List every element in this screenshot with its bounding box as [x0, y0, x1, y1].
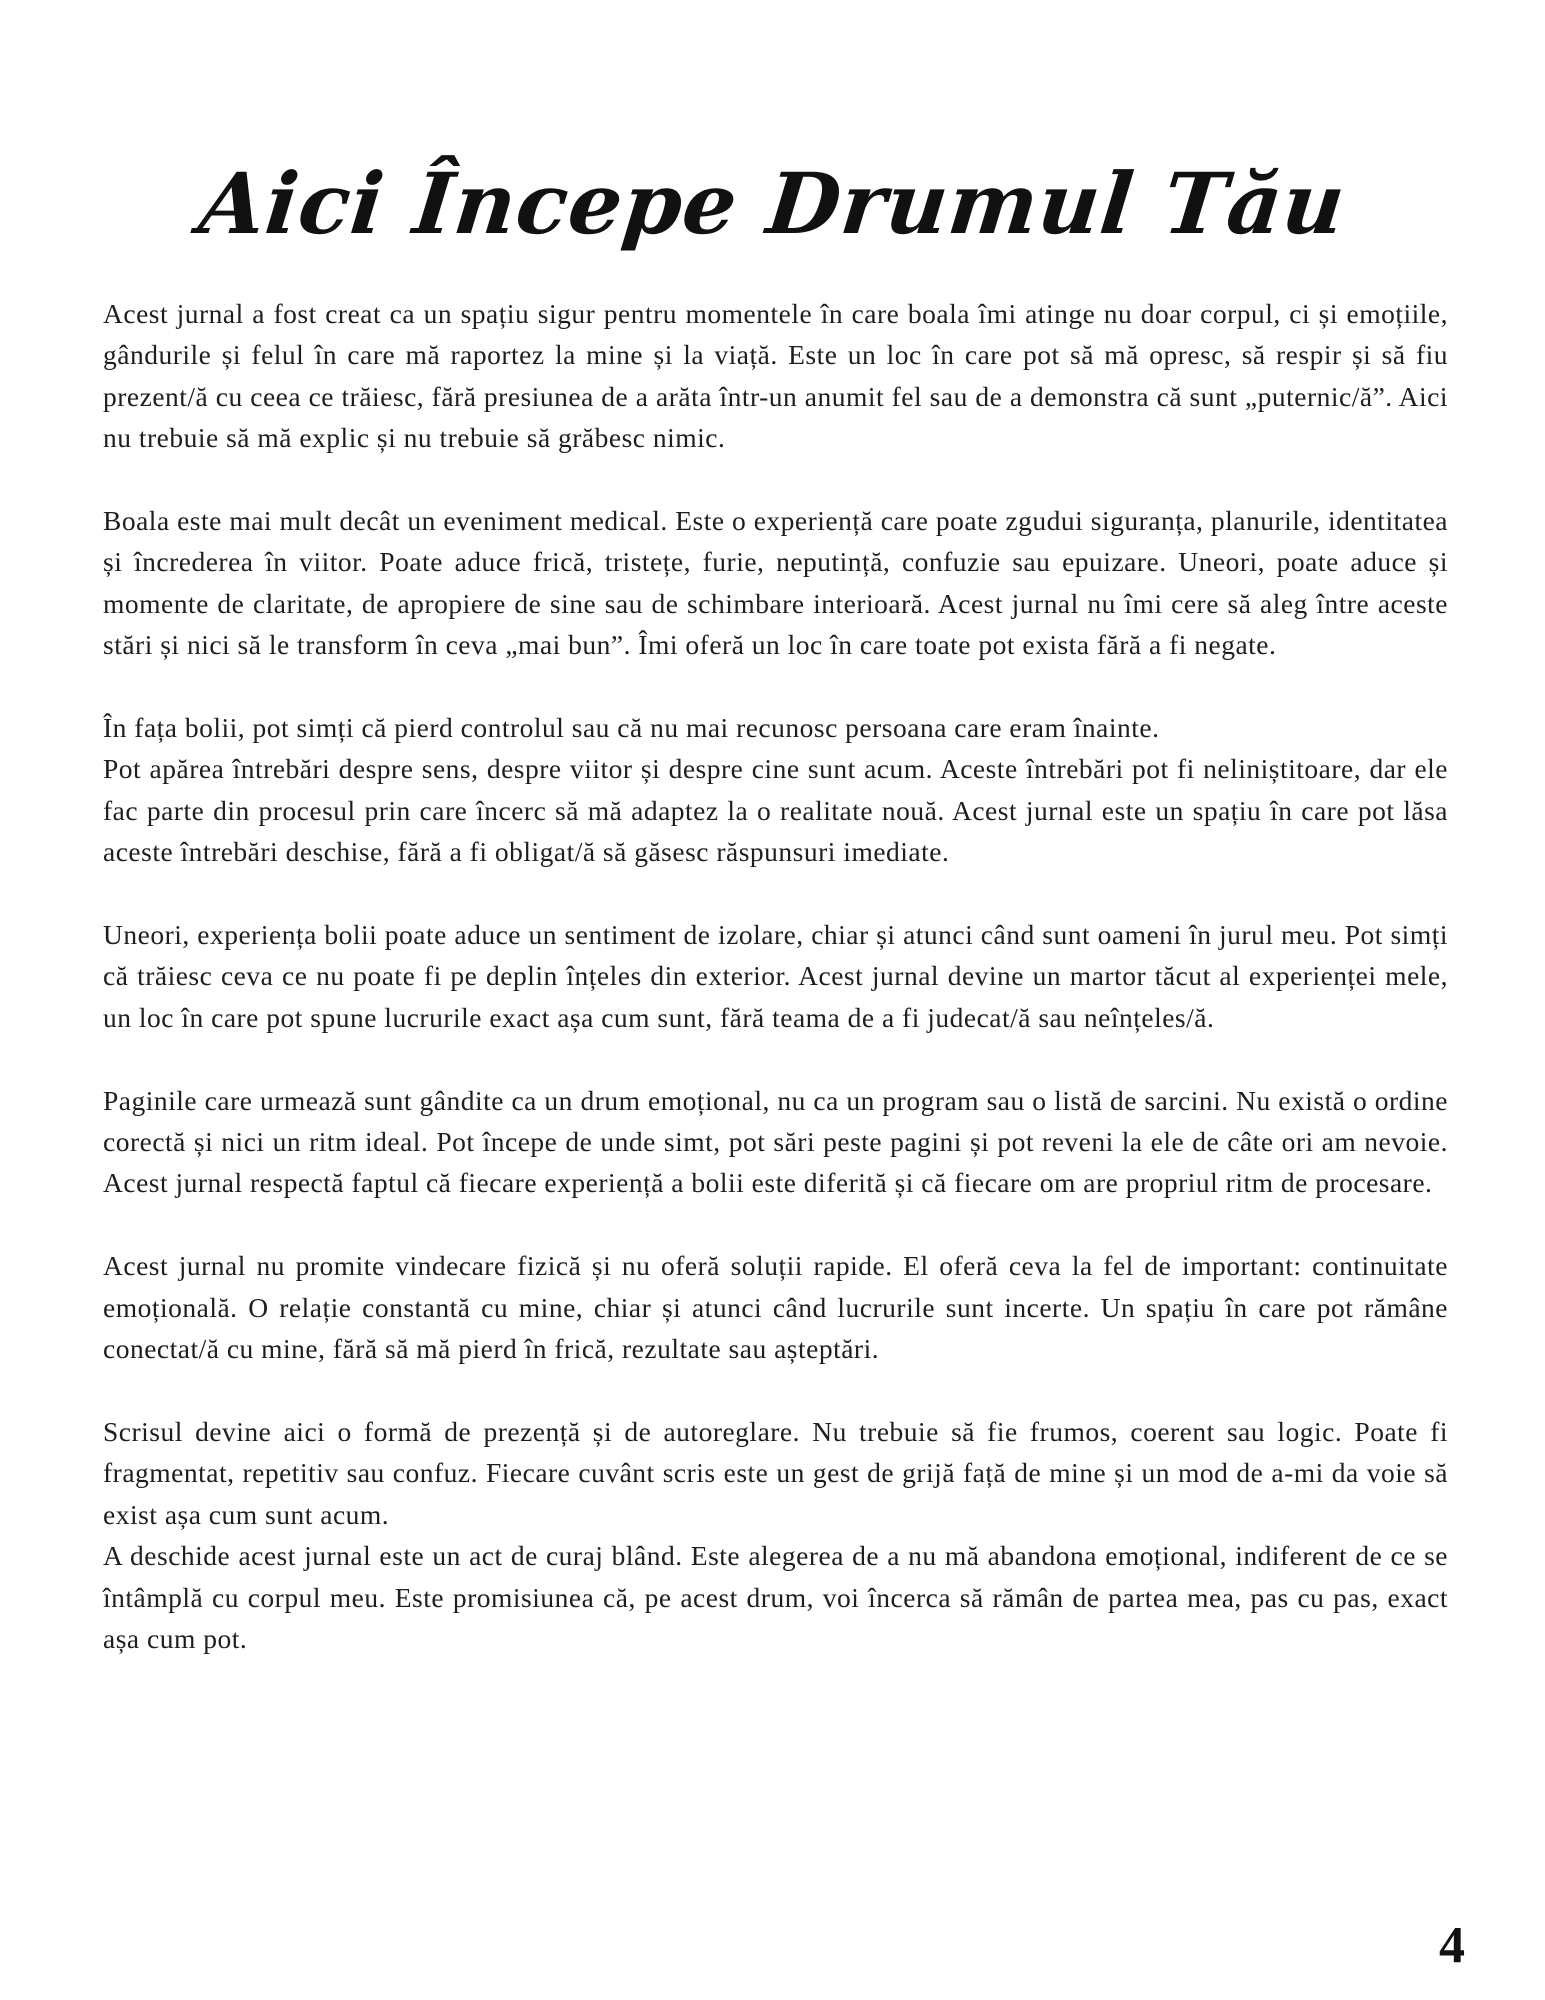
paragraph: Acest jurnal a fost creat ca un spațiu sigur pentru momentele în care boala îmi atinge nu doar corpul, ci și emoțiile, gândurile și felul în care mă raportez la mine și la viață. Este un loc în care pot să mă opresc, să respir și să fiu prezent/ă cu ceea ce trăiesc, fără presiunea de a arăta într-un anumit fel sau de a demonstra că sunt „puternic/ă”. Aici nu trebuie să mă explic și nu trebuie să grăbesc nimic.: [103, 298, 1448, 454]
paragraph: Pot apărea întrebări despre sens, despre viitor și despre cine sunt acum. Aceste întrebări pot fi neliniștitoare, dar ele fac parte din procesul prin care încerc să mă adaptez la o realitate nouă. Acest jurnal este un spațiu în care pot lăsa aceste întrebări deschise, fără a fi obligat/ă să găsesc răspunsuri imediate.: [103, 753, 1448, 868]
paragraph: Acest jurnal nu promite vindecare fizică și nu oferă soluții rapide. El oferă ceva la fel de important: continuitate emoțională. O relație constantă cu mine, chiar și atunci când lucrurile sunt incerte. Un spațiu în care pot rămâne conectat/ă cu mine, fără să mă pierd în frică, rezultate sau așteptări.: [103, 1250, 1448, 1365]
page-title: Aici Începe Drumul Tău: [194, 154, 1351, 254]
paragraph: Boala este mai mult decât un eveniment medical. Este o experiență care poate zgudui siguranța, planurile, identitatea și încrederea în viitor. Poate aduce frică, tristețe, furie, neputință, confuzie sau epuizare. Uneori, poate aduce și momente de claritate, de apropiere de sine sau de schimbare interioară. Acest jurnal nu îmi cere să aleg între aceste stări și nici să le transform în ceva „mai bun”. Îmi oferă un loc în care toate pot exista fără a fi negate.: [103, 505, 1448, 661]
paragraph: A deschide acest jurnal este un act de curaj blând. Este alegerea de a nu mă abandona emoțional, indiferent de ce se întâmplă cu corpul meu. Este promisiunea că, pe acest drum, voi încerca să rămân de partea mea, pas cu pas, exact așa cum pot.: [103, 1540, 1448, 1654]
paragraph: Uneori, experiența bolii poate aduce un sentiment de izolare, chiar și atunci când sunt oameni în jurul meu. Pot simți că trăiesc ceva ce nu poate fi pe deplin înțeles din exterior. Acest jurnal devine un martor tăcut al experienței mele, un loc în care pot spune lucrurile exact așa cum sunt, fără teama de a fi judecat/ă sau neînțeles/ă.: [103, 919, 1448, 1033]
body-text: [103, 293, 1448, 1659]
paragraph: Paginile care urmează sunt gândite ca un drum emoțional, nu ca un program sau o listă de sarcini. Nu există o ordine corectă și nici un ritm ideal. Pot începe de unde simt, pot sări peste pagini și pot reveni la ele de câte ori am nevoie. Acest jurnal respectă faptul că fiecare experiență a bolii este diferită și că fiecare om are propriul ritm de procesare.: [103, 1084, 1448, 1199]
paragraph: În fața bolii, pot simți că pierd controlul sau că nu mai recunosc persoana care eram înainte.: [103, 712, 1160, 744]
paragraph: Scrisul devine aici o formă de prezență și de autoreglare. Nu trebuie să fie frumos, coerent sau logic. Poate fi fragmentat, repetitiv sau confuz. Fiecare cuvânt scris este un gest de grijă față de mine și un mod de a-mi da voie să exist așa cum sunt acum.: [103, 1415, 1448, 1530]
page-number: 4: [1439, 1917, 1465, 1974]
